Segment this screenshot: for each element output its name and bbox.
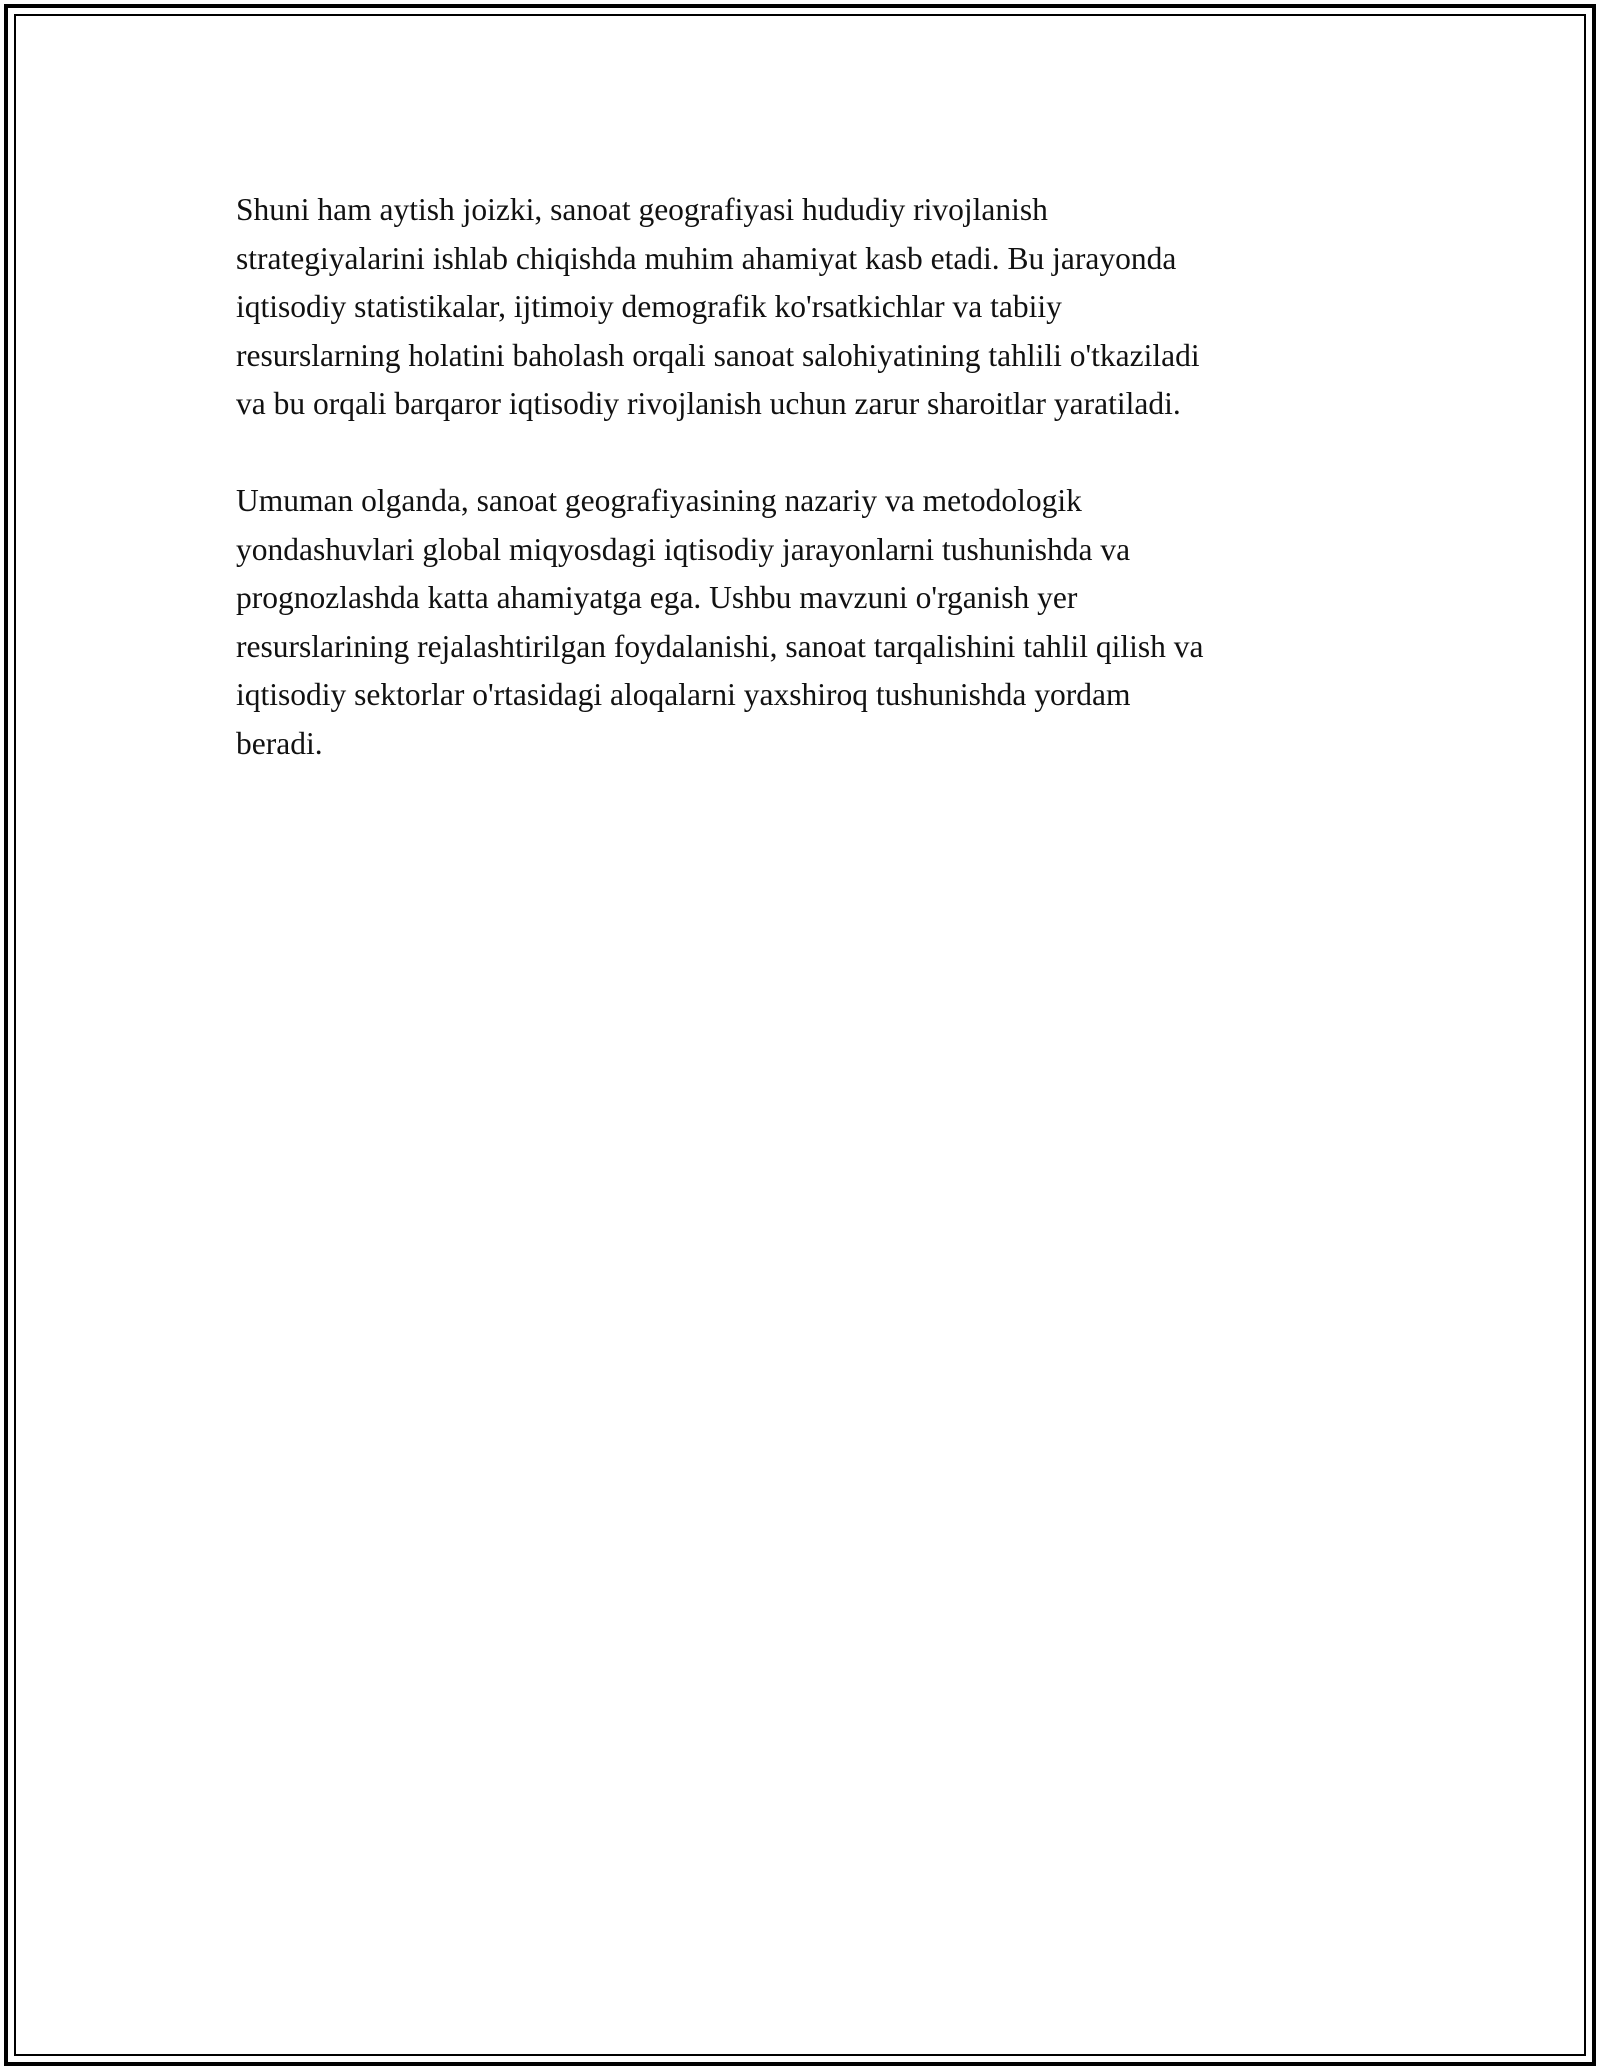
paragraph-2: Umuman olganda, sanoat geografiyasining nazariy va metodologik yondashuvlari global miqyosdagi iqtisodiy jarayonlarni tushunishda va prognozlashda katta ahamiyatga ega. Ushbu mavzuni o'rganish yer resurslarining rejalashtirilgan foydalanishi, sanoat tarqalishini tahlil qilish va iqtisodiy sektorlar o'rtasidagi aloqalarni yaxshiroq tushunishda yordam beradi. (236, 483, 1204, 761)
document-body (236, 186, 1386, 817)
paragraph-1: Shuni ham aytish joizki, sanoat geografiyasi hududiy rivojlanish strategiyalarini ishlab chiqishda muhim ahamiyat kasb etadi. Bu jarayonda iqtisodiy statistikalar, ijtimoiy demografik ko'rsatkichlar va tabiiy resurslarning holatini baholash orqali sanoat salohiyatining tahlili o'tkaziladi va bu orqali barqaror iqtisodiy rivojlanish uchun zarur sharoitlar yaratiladi. (236, 192, 1200, 421)
